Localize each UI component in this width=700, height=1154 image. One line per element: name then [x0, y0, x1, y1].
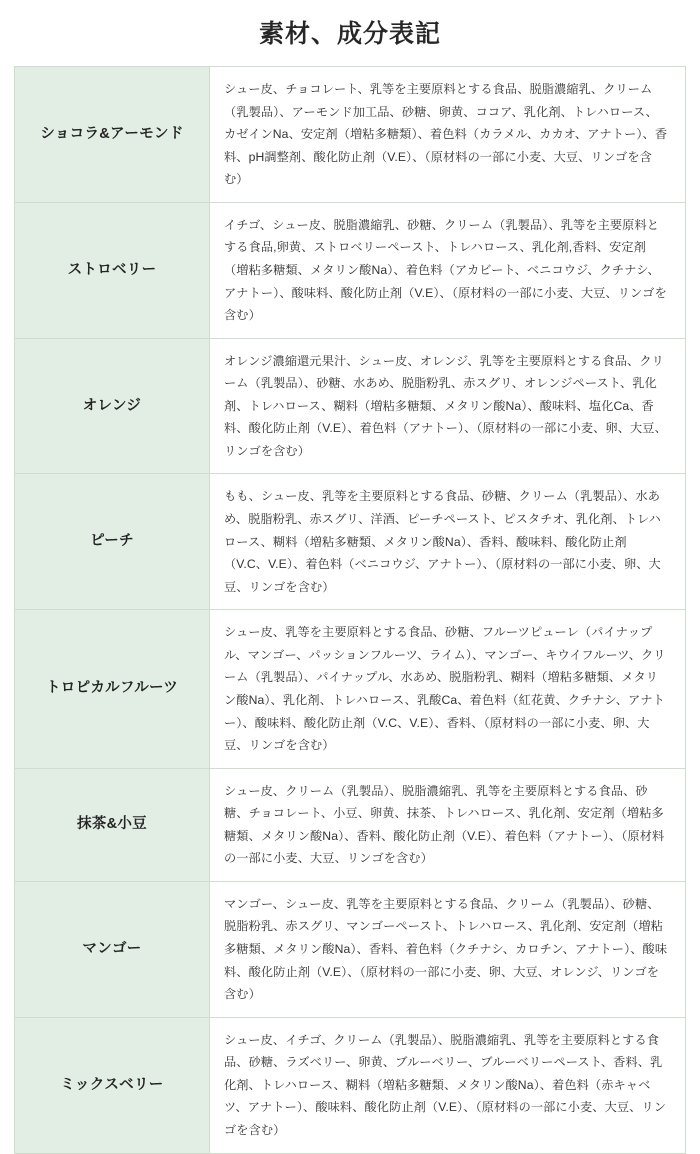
table-row: [15, 768, 686, 881]
table-row: [15, 67, 686, 203]
page-title: 素材、成分表記: [258, 20, 441, 48]
product-name-cell: オレンジ: [15, 338, 210, 474]
table-row: [15, 610, 686, 768]
product-ingredients-cell: シュー皮、チョコレート、乳等を主要原料とする食品、脱脂濃縮乳、クリーム（乳製品）、アーモンド加工品、砂糖、卵黄、ココア、乳化剤、トレハロース、カゼインNa、安定剤（増粘多糖類）、着色料（カラメル、カカオ、アナトー）、香料、pH調整剤、酸化防止剤（V.E）、（原材料の一部に小麦、大豆、リンゴを含む）: [210, 67, 686, 203]
product-name-cell: マンゴー: [15, 881, 210, 1017]
ingredients-table: [14, 66, 686, 1154]
table-row: [15, 881, 686, 1017]
product-name-cell: ミックスベリー: [15, 1017, 210, 1153]
product-ingredients-cell: マンゴー、シュー皮、乳等を主要原料とする食品、クリーム（乳製品）、砂糖、脱脂粉乳、赤スグリ、マンゴーペースト、トレハロース、乳化剤、安定剤（増粘多糖類、メタリン酸Na）、香料、着色料（クチナシ、カロチン、アナトー）、酸味料、酸化防止剤（V.E）、（原材料の一部に小麦、卵、大豆、オレンジ、リンゴを含む）: [210, 881, 686, 1017]
product-name-cell: 抹茶&小豆: [15, 768, 210, 881]
product-ingredients-cell: イチゴ、シュー皮、脱脂濃縮乳、砂糖、クリーム（乳製品）、乳等を主要原料とする食品,卵黄、ストロベリーペースト、トレハロース、乳化剤,香料、安定剤（増粘多糖類、メタリン酸Na）、着色料（アカビート、ベニコウジ、クチナシ、アナトー）、酸味料、酸化防止剤（V.E）、（原材料の一部に小麦、大豆、リンゴを含む）: [210, 202, 686, 338]
product-name-cell: ショコラ&アーモンド: [15, 67, 210, 203]
table-row: [15, 338, 686, 474]
product-name-cell: トロピカルフルーツ: [15, 610, 210, 768]
product-ingredients-cell: もも、シュー皮、乳等を主要原料とする食品、砂糖、クリーム（乳製品）、水あめ、脱脂粉乳、赤スグリ、洋酒、ピーチペースト、ピスタチオ、乳化剤、トレハロース、糊料（増粘多糖類、メタリン酸Na）、香料、酸味料、酸化防止剤（V.C、V.E）、着色料（ベニコウジ、アナトー）、（原材料の一部に小麦、卵、大豆、リンゴを含む）: [210, 474, 686, 610]
product-ingredients-cell: シュー皮、クリーム（乳製品）、脱脂濃縮乳、乳等を主要原料とする食品、砂糖、チョコレート、小豆、卵黄、抹茶、トレハロース、乳化剤、安定剤（増粘多糖類、メタリン酸Na）、香料、酸化防止剤（V.E）、着色料（アナトー）、（原材料の一部に小麦、大豆、リンゴを含む）: [210, 768, 686, 881]
ingredients-table-body: [15, 67, 686, 1154]
product-name-cell: ピーチ: [15, 474, 210, 610]
product-name-cell: ストロベリー: [15, 202, 210, 338]
product-ingredients-cell: オレンジ濃縮還元果汁、シュー皮、オレンジ、乳等を主要原料とする食品、クリーム（乳製品）、砂糖、水あめ、脱脂粉乳、赤スグリ、オレンジペースト、乳化剤、トレハロース、糊料（増粘多糖類、メタリン酸Na）、酸味料、塩化Ca、香料、酸化防止剤（V.E）、着色料（アナトー）、（原材料の一部に小麦、卵、大豆、リンゴを含む）: [210, 338, 686, 474]
product-ingredients-cell: シュー皮、イチゴ、クリーム（乳製品）、脱脂濃縮乳、乳等を主要原料とする食品、砂糖、ラズベリー、卵黄、ブルーベリー、ブルーベリーペースト、香料、乳化剤、トレハロース、糊料（増粘多糖類、メタリン酸Na）、着色料（赤キャベツ、アナトー）、酸味料、酸化防止剤（V.E）、（原材料の一部に小麦、大豆、リンゴを含む）: [210, 1017, 686, 1153]
product-ingredients-cell: シュー皮、乳等を主要原料とする食品、砂糖、フルーツピューレ（パイナップル、マンゴー、パッションフルーツ、ライム）、マンゴー、キウイフルーツ、クリーム（乳製品）、パイナップル、水あめ、脱脂粉乳、糊料（増粘多糖類、メタリン酸Na）、乳化剤、トレハロース、乳酸Ca、着色料（紅花黄、クチナシ、アナトー）、酸味料、酸化防止剤（V.C、V.E）、香料、（原材料の一部に小麦、卵、大豆、リンゴを含む）: [210, 610, 686, 768]
table-row: [15, 202, 686, 338]
table-row: [15, 1017, 686, 1153]
table-row: [15, 474, 686, 610]
